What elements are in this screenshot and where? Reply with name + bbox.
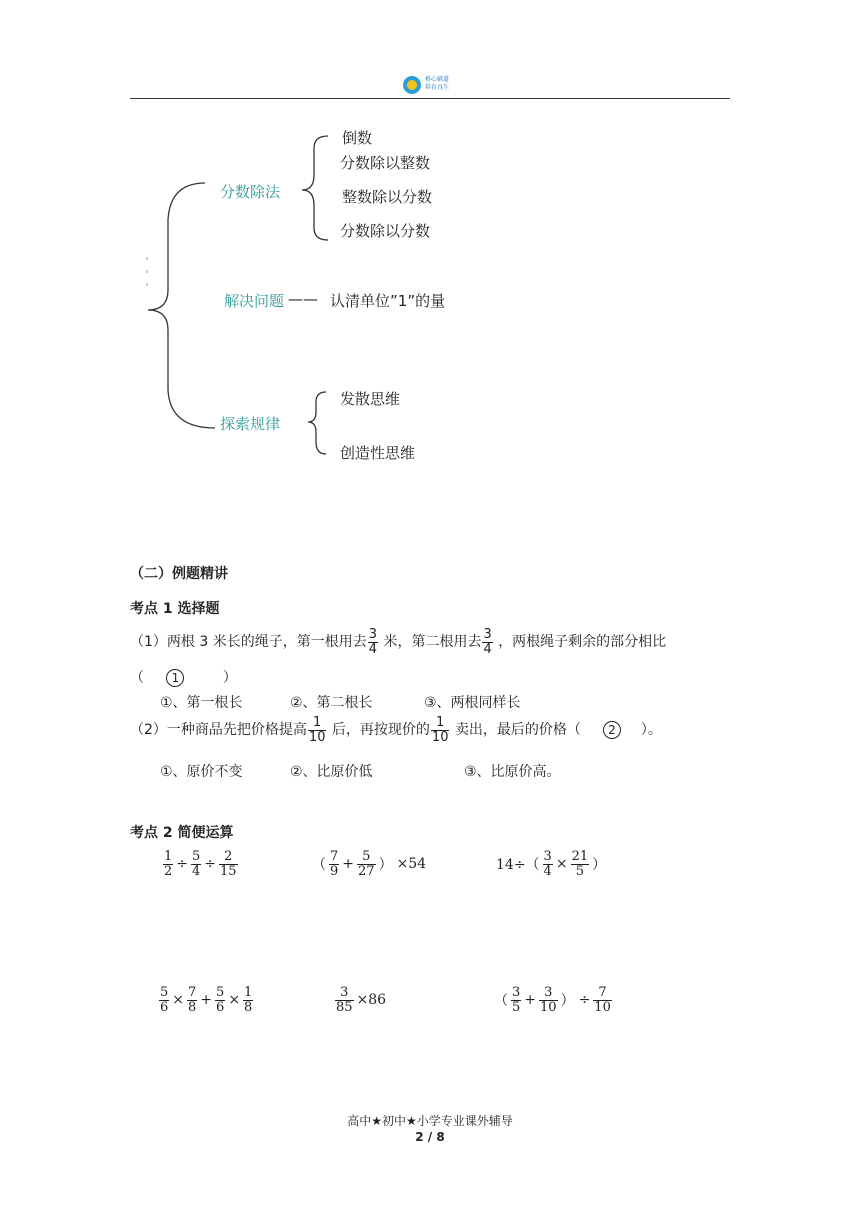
page-number: 2 / 8 xyxy=(415,1130,445,1144)
q1-fraction-2: $\frac{3}{4}$ xyxy=(483,627,492,657)
q1-fraction-1: $\frac{3}{4}$ xyxy=(368,627,377,657)
kp2-title: 考点 2 简便运算 xyxy=(130,825,234,841)
question-1 xyxy=(130,628,666,656)
q1-answer-line xyxy=(130,667,237,687)
q2-text-c: 卖出，最后的价格（ xyxy=(454,722,581,739)
footer-slogan: 高中★初中★小学专业课外辅导 xyxy=(347,1114,513,1128)
header-logo xyxy=(400,75,460,95)
q2-text-b: 后，再按现价的 xyxy=(331,722,430,739)
q1-option: ②、第二根长 xyxy=(290,695,373,711)
kp1-title: 考点 1 选择题 xyxy=(130,601,220,617)
branch-fraction-division: 分数除法 xyxy=(220,183,281,201)
logo-badge-icon xyxy=(403,76,421,94)
q2-answer: 2 xyxy=(603,721,621,739)
branch1-item: 倒数 xyxy=(342,129,373,147)
calc-expression-6: （ $\frac{3}{5}$ + $\frac{3}{10}$ ） ÷ $\frac{7}{10}$ xyxy=(494,985,611,1015)
branch1-item: 分数除以整数 xyxy=(340,154,431,172)
q2-fraction-2: $\frac{1}{10}$ xyxy=(431,715,449,745)
q1-text-b: 米，第二根用去 xyxy=(383,634,482,651)
calc-expression-3: 14÷（ $\frac{3}{4}$ × $\frac{21}{5}$ ） xyxy=(496,849,607,879)
calc-expression-4: $\frac{5}{6}$ × $\frac{7}{8}$ + $\frac{5}{6}$ × $\frac{1}{8}$ xyxy=(160,985,253,1015)
q2-fraction-1: $\frac{1}{10}$ xyxy=(308,715,326,745)
logo-text: 格心辅道 培育良生 xyxy=(425,76,450,91)
q2-option: ②、比原价低 xyxy=(290,764,373,780)
question-2 xyxy=(130,716,662,744)
q1-paren-close: ） xyxy=(222,670,237,686)
calc-expression-2: （ $\frac{7}{9}$ + $\frac{5}{27}$ ） ×54 xyxy=(312,849,427,879)
branch1-item: 整数除以分数 xyxy=(342,188,433,206)
branch-problem-solving: 解决问题 xyxy=(224,292,285,310)
q1-answer: 1 xyxy=(166,669,184,687)
branch3-item: 创造性思维 xyxy=(340,444,416,462)
branch-explore-patterns: 探索规律 xyxy=(220,415,281,433)
header-rule xyxy=(130,98,730,99)
calc-expression-5: $\frac{3}{85}$ ×86 xyxy=(336,985,387,1015)
q2-text-a: （2）一种商品先把价格提高 xyxy=(130,722,307,739)
q2-option: ③、比原价高。 xyxy=(464,764,561,780)
calc-expression-1: $\frac{1}{2}$ ÷ $\frac{5}{4}$ ÷ $\frac{2}{15}$ xyxy=(164,849,237,879)
branch1-item: 分数除以分数 xyxy=(340,222,431,240)
q2-option: ①、原价不变 xyxy=(160,764,243,780)
q1-option: ①、第一根长 xyxy=(160,695,243,711)
q2-text-d: ）。 xyxy=(640,722,662,739)
branch2-item: 认清单位”1”的量 xyxy=(330,292,446,310)
section-title: （二）例题精讲 xyxy=(130,566,228,582)
q1-paren-open: （ xyxy=(130,670,144,686)
q1-text-c: ，两根绳子剩余的部分相比 xyxy=(498,634,667,651)
branch3-item: 发散思维 xyxy=(340,390,401,408)
q1-option: ③、两根同样长 xyxy=(424,695,521,711)
q1-text-a: （1）两根 3 米长的绳子，第一根用去 xyxy=(130,634,367,651)
branch2-connector: —— xyxy=(288,290,318,308)
